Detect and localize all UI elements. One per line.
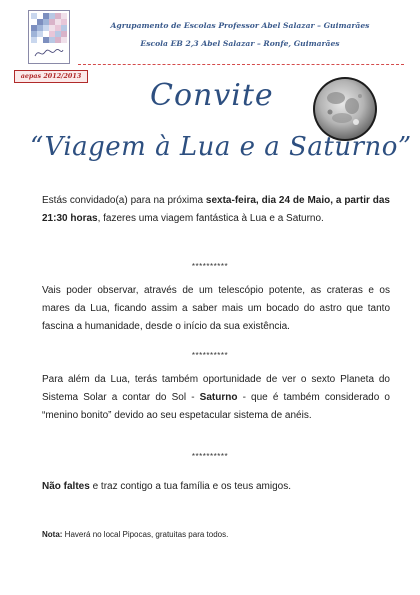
institution-name: Agrupamento de Escolas Professor Abel Salazar – Guimarães	[110, 21, 370, 30]
invitation-text-1: Estás convidado(a) para na próxima	[42, 195, 206, 206]
paragraph-closing	[42, 478, 390, 496]
saturn-text-1: Para além da Lua, terás também oportunidade de ver o sexto Planeta do Sistema Solar a contar do Sol -	[42, 374, 390, 403]
closing-text: e traz contigo a tua família e os teus amigos.	[89, 481, 292, 492]
separator: **********	[191, 262, 229, 271]
school-year-badge: aepas 2012/2013	[14, 70, 88, 83]
invitation-text-2: , fazeres uma viagem fantástica à Lua e a Saturno.	[97, 213, 324, 224]
separator: **********	[191, 351, 229, 360]
paragraph-invitation	[42, 192, 390, 228]
logo-mosaic	[31, 13, 67, 43]
school-name: Escola EB 2,3 Abel Salazar – Ronfe, Guimarães	[140, 39, 340, 48]
paragraph-saturn	[42, 371, 390, 425]
school-logo-icon	[28, 10, 70, 64]
note-text: Haverá no local Pipocas, gratuitas para todos.	[62, 530, 229, 539]
event-date-time: sexta-feira, dia 24 de Maio, a partir das 21:30 horas	[42, 195, 390, 224]
note	[42, 526, 390, 544]
separator: **********	[191, 452, 229, 461]
note-label: Nota:	[42, 530, 63, 539]
event-subtitle: “Viagem à Lua e a Saturno”	[30, 132, 412, 162]
page-title: Convite	[150, 78, 274, 113]
closing-emphasis: Não faltes	[42, 481, 90, 492]
paragraph-moon: Vais poder observar, através de um telescópio potente, as crateras e os mares da Lua, ficando assim a saber mais um bocado do astro que tanto fascina a humanidade, desde o início da sua existência.	[42, 285, 390, 332]
saturn-text-2: - que é também considerado o “menino bonito” devido ao seu espetacular sistema de anéis.	[42, 392, 390, 421]
header-divider	[78, 64, 404, 65]
logo-signature	[33, 46, 65, 60]
saturn-name: Saturno	[199, 392, 238, 403]
